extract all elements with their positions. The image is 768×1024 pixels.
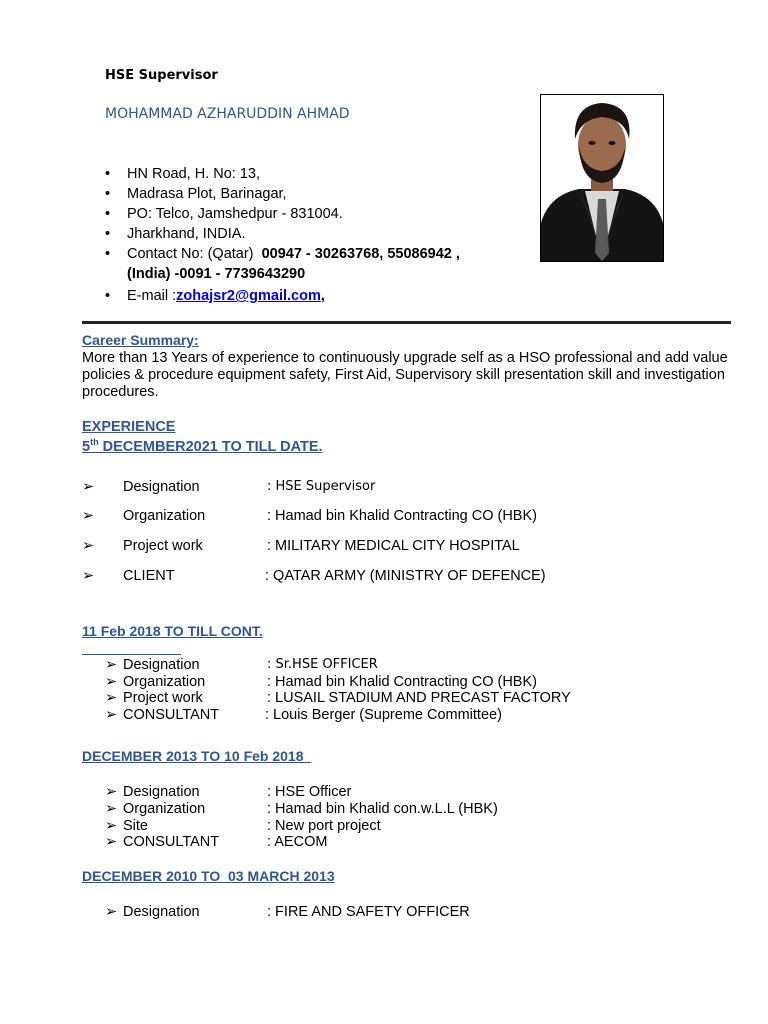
arrow-bullet-icon: ➢ [82,568,95,584]
contact-prefix: Contact No: (Qatar) [127,246,254,262]
arrow-bullet-icon: ➢ [105,674,118,690]
address-line [105,224,460,244]
career-summary-heading: Career Summary: [82,332,199,348]
contact-line-india [105,264,460,284]
resume-role-title: HSE Supervisor [105,68,218,83]
job-1-label: Project work [123,538,203,554]
job-2-row [105,706,705,724]
address-line [105,204,460,224]
job-3-row [105,800,705,818]
address-line-3: PO: Telco, Jamshedpur - 831004. [127,206,343,222]
job-2-value: : Louis Berger (Supreme Committee) [265,707,502,723]
candidate-name: MOHAMMAD AZHARUDDIN AHMAD [105,106,350,122]
address-line [105,184,460,204]
job-1-row [82,507,682,525]
job-3-date: DECEMBER 2013 TO 10 Feb 2018 [82,748,312,764]
job-3-value: : Hamad bin Khalid con.w.L.L (HBK) [267,801,498,817]
bullet-icon: • [105,288,111,304]
job-1-date-sup: th [90,437,99,447]
bullet-icon: • [105,246,111,262]
arrow-bullet-icon: ➢ [82,508,95,524]
address-line-2: Madrasa Plot, Barinagar, [127,186,287,202]
email-prefix: E-mail : [127,288,177,304]
arrow-bullet-icon: ➢ [105,707,118,723]
contact-line [105,244,460,264]
job-1-label: Designation [123,479,200,495]
arrow-bullet-icon: ➢ [105,690,118,706]
bullet-icon: • [105,226,111,242]
job-1-value: : HSE Supervisor [267,479,376,494]
job-2-row [105,656,705,674]
contact-list [105,164,460,306]
contact-india: (India) -0091 - 7739643290 [127,266,306,282]
arrow-bullet-icon: ➢ [82,538,95,554]
bullet-icon: • [105,166,111,182]
job-2-value: : Sr.HSE OFFICER [267,657,378,672]
job-3-row [105,833,705,851]
job-2-value: : Hamad bin Khalid Contracting CO (HBK) [267,674,537,690]
job-1-value: : Hamad bin Khalid Contracting CO (HBK) [267,508,537,524]
job-1-row [82,478,682,496]
section-divider [82,321,731,324]
arrow-bullet-icon: ➢ [105,657,118,673]
experience-heading: EXPERIENCE [82,419,176,435]
profile-photo [540,94,664,262]
email-link[interactable]: zohajsr2@gmail.com [176,288,321,304]
arrow-bullet-icon: ➢ [82,479,95,495]
bullet-icon: • [105,186,111,202]
job-1-value: : QATAR ARMY (MINISTRY OF DEFENCE) [265,568,546,584]
job-3-label: Site [123,818,148,834]
job-3-value: : HSE Officer [267,784,352,800]
portrait-illustration [541,95,663,261]
job-2-label: Organization [123,674,206,690]
job-4-date: DECEMBER 2010 TO 03 MARCH 2013 [82,868,335,884]
job-3-value: : AECOM [267,834,328,850]
arrow-bullet-icon: ➢ [105,904,118,920]
job-3-label: Designation [123,784,200,800]
career-summary-text: More than 13 Years of experience to continuously upgrade self as a HSO professional and add value policies & procedure equipment safety, First Aid, Supervisory skill presentation skill and investigation procedures. [82,350,728,400]
job-3-label: Organization [123,801,206,817]
address-line-1: HN Road, H. No: 13, [127,166,260,182]
job-2-value: : LUSAIL STADIUM AND PRECAST FACTORY [267,690,571,706]
email-line [105,286,460,306]
address-line [105,164,460,184]
job-1-date-day: 5 [82,438,91,455]
job-1-row [82,537,682,555]
arrow-bullet-icon: ➢ [105,834,118,850]
email-suffix: , [320,288,325,304]
job-4-label: Designation [123,904,200,920]
job-1-label: CLIENT [123,568,175,584]
arrow-bullet-icon: ➢ [105,801,118,817]
job-1-date [82,437,323,455]
job-2-row [105,689,705,707]
job-2-label: Project work [123,690,203,706]
job-3-row [105,783,705,801]
date-underline [82,654,181,655]
job-4-row [105,903,705,921]
job-3-value: : New port project [267,818,381,834]
job-1-date-rest: DECEMBER2021 TO TILL DATE. [98,438,323,455]
job-2-label: Designation [123,657,200,673]
job-1-label: Organization [123,508,206,524]
job-1-value: : MILITARY MEDICAL CITY HOSPITAL [267,538,520,554]
job-2-date: 11 Feb 2018 TO TILL CONT. [82,623,263,639]
job-2-label: CONSULTANT [123,707,220,723]
job-3-label: CONSULTANT [123,834,220,850]
bullet-icon: • [105,206,111,222]
address-line-4: Jharkhand, INDIA. [127,226,246,242]
arrow-bullet-icon: ➢ [105,784,118,800]
job-1-row [82,567,682,585]
contact-qatar: 00947 - 30263768, 55086942 , [261,246,460,262]
job-4-value: : FIRE AND SAFETY OFFICER [267,904,470,920]
arrow-bullet-icon: ➢ [105,818,118,834]
